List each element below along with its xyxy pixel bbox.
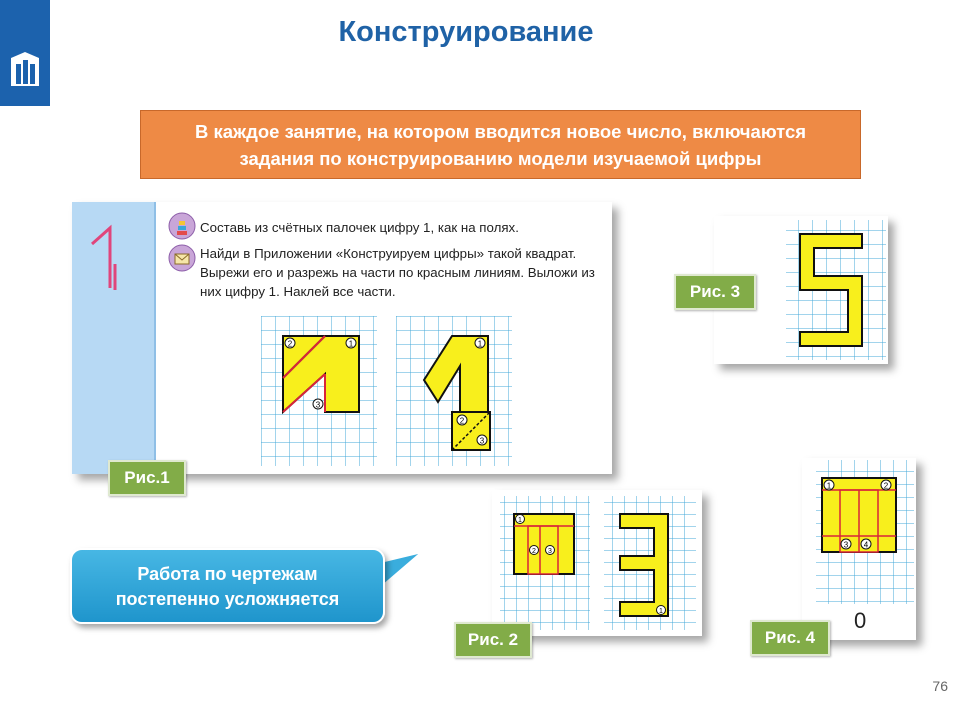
fig1-marker bbox=[313, 399, 323, 410]
fig4-diagram bbox=[802, 458, 916, 608]
fig1-square-diagram bbox=[261, 316, 377, 466]
svg-text:2: 2 bbox=[287, 339, 293, 349]
fig1-label: Рис.1 bbox=[108, 460, 186, 496]
page-title: Конструирование bbox=[338, 16, 594, 48]
svg-text:1: 1 bbox=[477, 339, 483, 349]
fig4-marker bbox=[861, 539, 871, 550]
fig4-panel bbox=[802, 458, 916, 640]
digit-one-drawing bbox=[72, 202, 156, 312]
fig1-marker bbox=[346, 338, 356, 349]
fig2-marker bbox=[546, 546, 555, 556]
svg-text:2: 2 bbox=[459, 416, 465, 426]
fig4-marker bbox=[881, 480, 891, 491]
fig2-diagram bbox=[492, 490, 702, 636]
callout-line-1: Работа по чертежам bbox=[137, 564, 318, 584]
banner-line-1: В каждое занятие, на котором вводится новое число, включаются bbox=[194, 121, 807, 142]
svg-text:3: 3 bbox=[315, 400, 321, 410]
callout-bubble bbox=[70, 548, 385, 624]
page-number: 76 bbox=[932, 678, 948, 694]
task-1-text: Составь из счётных палочек цифру 1, как на полях. bbox=[200, 220, 519, 235]
info-banner bbox=[140, 110, 861, 179]
svg-text:1: 1 bbox=[826, 481, 832, 491]
svg-text:2: 2 bbox=[883, 481, 889, 491]
fig2-panel bbox=[492, 490, 702, 636]
fig4-marker bbox=[824, 480, 834, 491]
fig1-marker bbox=[457, 415, 467, 426]
fig4-digit-zero: 0 bbox=[854, 608, 867, 633]
svg-text:3: 3 bbox=[479, 436, 485, 446]
pyramid-toy-icon bbox=[168, 212, 196, 240]
fig2-marker bbox=[657, 606, 666, 616]
fig4-marker bbox=[841, 539, 851, 550]
textbook-page bbox=[72, 202, 612, 474]
callout-line-2: постепенно усложняется bbox=[115, 589, 340, 609]
svg-text:1: 1 bbox=[348, 339, 354, 349]
fig1-marker bbox=[475, 338, 485, 349]
fig2-marker bbox=[516, 515, 525, 525]
fig1-digit-diagram bbox=[396, 316, 512, 466]
fig1-marker bbox=[285, 338, 295, 349]
task-2-text: Найди в Приложении «Конструируем цифры» такой квадрат. Вырежи его и разрежь на части по красным линиям. Выложи из них цифру 1. Наклей все части. bbox=[200, 246, 595, 299]
svg-text:2: 2 bbox=[532, 548, 536, 555]
envelope-icon bbox=[168, 244, 196, 272]
svg-text:4: 4 bbox=[863, 540, 869, 550]
svg-text:1: 1 bbox=[518, 517, 522, 524]
fig1-marker bbox=[477, 435, 487, 446]
fig3-label: Рис. 3 bbox=[674, 274, 756, 310]
fig4-label: Рис. 4 bbox=[750, 620, 830, 656]
banner-line-2: задания по конструированию модели изучаемой цифры bbox=[239, 148, 762, 169]
svg-text:3: 3 bbox=[843, 540, 849, 550]
svg-text:3: 3 bbox=[548, 548, 552, 555]
fig2-marker bbox=[530, 546, 539, 556]
publisher-logo-icon bbox=[8, 50, 42, 90]
fig2-label: Рис. 2 bbox=[454, 622, 532, 658]
svg-text:1: 1 bbox=[659, 608, 663, 615]
